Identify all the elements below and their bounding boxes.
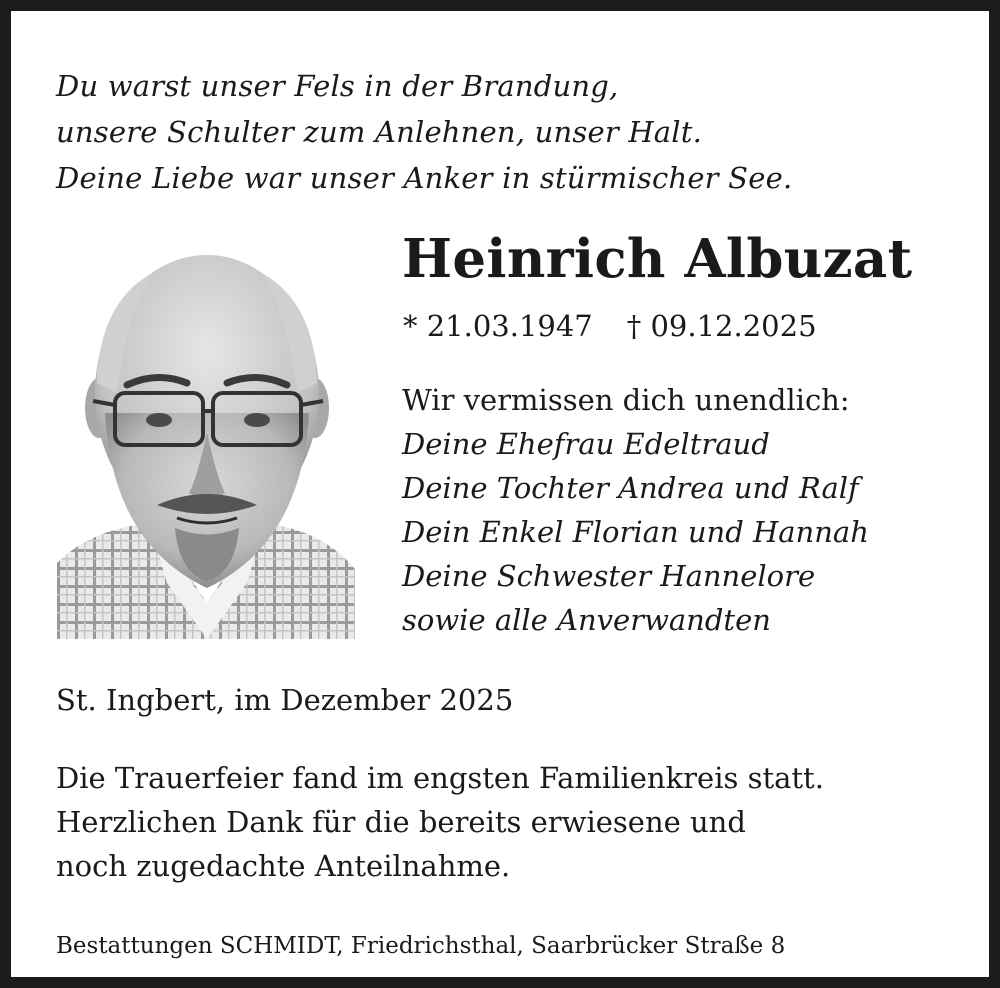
service-line: noch zugedachte Anteilnahme. — [56, 849, 511, 883]
deceased-name: Heinrich Albuzat — [402, 228, 913, 290]
portrait-photo — [57, 243, 355, 639]
birth-date: * 21.03.1947 — [403, 309, 593, 343]
motto-line: Deine Liebe war unser Anker in stürmischer See. — [56, 161, 793, 195]
mourners-list — [402, 378, 869, 642]
service-line: Die Trauerfeier fand im engsten Familienkreis statt. — [56, 761, 824, 795]
motto-verse — [56, 63, 792, 201]
funeral-service-note — [56, 756, 824, 888]
service-line: Herzlichen Dank für die bereits erwiesene und — [56, 805, 746, 839]
motto-line: unsere Schulter zum Anlehnen, unser Halt. — [56, 115, 703, 149]
mourner-line: sowie alle Anverwandten — [402, 603, 771, 637]
mourners-intro: Wir vermissen dich unendlich: — [402, 383, 850, 417]
death-date: † 09.12.2025 — [626, 309, 817, 343]
undertaker-info: Bestattungen SCHMIDT, Friedrichsthal, Saarbrücker Straße 8 — [56, 933, 786, 959]
place-and-date: St. Ingbert, im Dezember 2025 — [56, 683, 514, 717]
mourner-line: Deine Tochter Andrea und Ralf — [402, 471, 859, 505]
mourner-line: Deine Ehefrau Edeltraud — [402, 427, 770, 461]
mourner-line: Deine Schwester Hannelore — [402, 559, 816, 593]
mourner-line: Dein Enkel Florian und Hannah — [402, 515, 869, 549]
motto-line: Du warst unser Fels in der Brandung, — [56, 69, 619, 103]
life-dates — [403, 304, 817, 348]
